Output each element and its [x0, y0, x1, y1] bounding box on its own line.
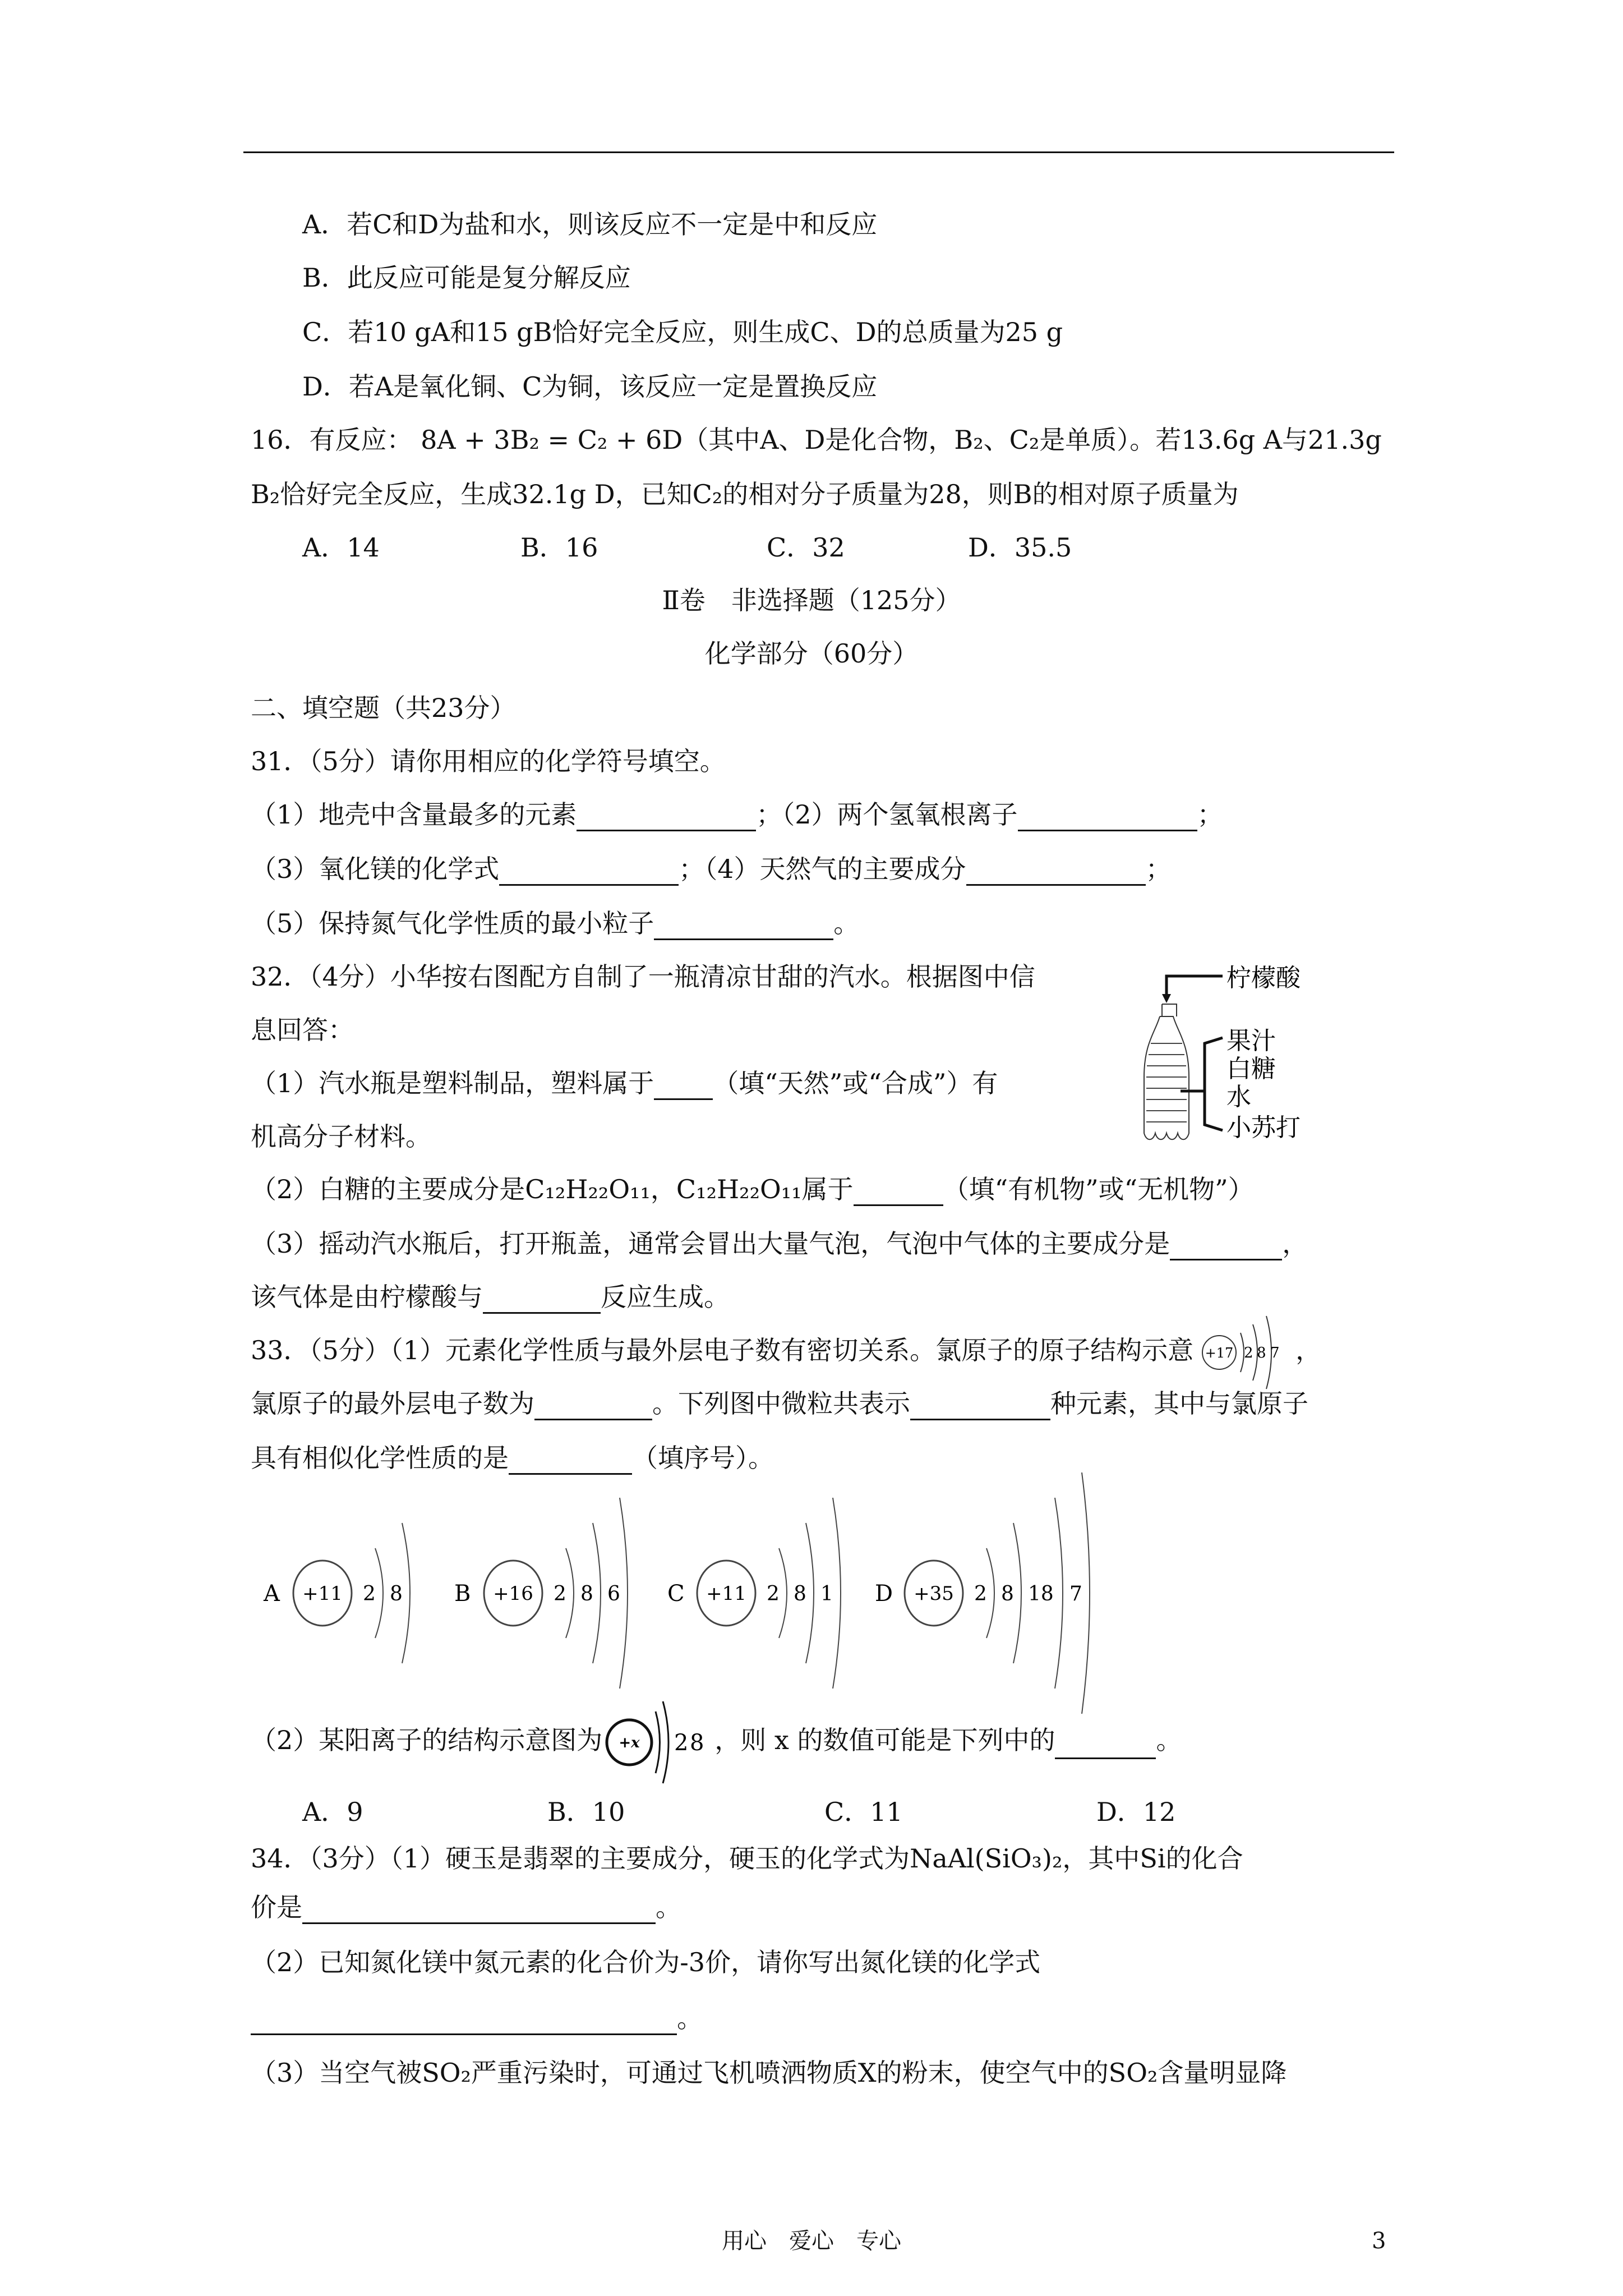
shell-electrons: 6	[607, 1582, 620, 1605]
answer-blank[interactable]	[910, 1394, 1050, 1420]
shell-electrons: 8	[580, 1582, 593, 1605]
q31-stem: 31．（5分）请你用相应的化学符号填空。	[251, 746, 726, 776]
shell-electrons: 8	[794, 1582, 806, 1605]
electron-shell-arc	[1082, 1473, 1090, 1714]
answer-blank[interactable]	[1018, 805, 1197, 831]
electron-shell-arc	[779, 1548, 787, 1638]
q15-option-c: C．若10 gA和15 gB恰好完全反应，则生成C、D的总质量为25 g	[302, 317, 1063, 347]
q32-p1-text: （1）汽水瓶是塑料制品，塑料属于	[251, 1068, 654, 1098]
punct: ；	[1145, 854, 1172, 884]
atom-diagram-a	[263, 1523, 410, 1663]
q31-line2	[251, 852, 1172, 886]
electron-shell-arc	[1013, 1523, 1021, 1663]
shell-electrons: 2	[974, 1582, 987, 1605]
nucleus-charge: +11	[706, 1582, 746, 1605]
q16-option-b: B．16	[520, 532, 598, 563]
answer-blank[interactable]	[654, 914, 833, 940]
answer-blank[interactable]	[483, 1287, 601, 1314]
answer-blank[interactable]	[534, 1394, 652, 1420]
atom-diagram-b	[454, 1498, 628, 1688]
label-sugar: 白糖	[1227, 1055, 1276, 1083]
shell-electrons: 2	[554, 1582, 566, 1605]
q34-l2: 价是	[251, 1892, 302, 1922]
q34-line5: （3）当空气被SO₂严重污染时，可通过飞机喷洒物质X的粉末，使空气中的SO₂含量明显降	[251, 2058, 1287, 2088]
q34-line4	[251, 2001, 703, 2035]
cation-structure-diagram	[602, 1678, 709, 1807]
punct: 。	[656, 1892, 681, 1922]
nucleus-charge: +16	[493, 1582, 533, 1605]
atom-diagram-d	[875, 1473, 1090, 1714]
q32-p3c: 该气体是由柠檬酸与	[251, 1282, 483, 1312]
electron-shell-arc	[566, 1548, 574, 1638]
shell-electrons: 2	[363, 1582, 376, 1605]
q31-line1	[251, 798, 1223, 831]
q15-option-b: B．此反应可能是复分解反应	[302, 263, 631, 293]
q34-line1: 34．（3分）（1）硬玉是翡翠的主要成分，硬玉的化学式为NaAl(SiO₃)₂，其中Si的化合	[251, 1843, 1243, 1874]
shell-electrons: 8	[1001, 1582, 1014, 1605]
q33-l3a: 具有相似化学性质的是	[251, 1443, 509, 1473]
answer-blank[interactable]	[577, 805, 756, 831]
q33-p2	[251, 1723, 1182, 1759]
q31-p1: （1）地壳中含量最多的元素	[251, 799, 577, 830]
q32-p3d: 反应生成。	[601, 1282, 730, 1312]
answer-blank[interactable]	[854, 1180, 943, 1206]
electron-shell-arc	[1055, 1498, 1063, 1688]
answer-blank[interactable]	[654, 1074, 713, 1100]
q32-stem1: 32．（4分）小华按右图配方自制了一瓶清凉甘甜的汽水。根据图中信	[251, 961, 1035, 992]
liquid-lines	[1146, 1043, 1187, 1122]
q33-l1-text: 33．（5分）（1）元素化学性质与最外层电子数有密切关系。氯原子的原子结构示意	[251, 1335, 1194, 1365]
q31-p2: ；（2）两个氢氧根离子	[756, 799, 1018, 830]
electron-shell-arc	[833, 1498, 841, 1688]
subsection-title: 化学部分（60分）	[704, 638, 919, 669]
answer-blank[interactable]	[251, 2009, 677, 2035]
shell-electrons: 8	[1257, 1345, 1266, 1361]
header-rule	[243, 151, 1394, 153]
punct: 。	[833, 908, 860, 938]
label-water: 水	[1227, 1083, 1251, 1111]
q15-option-a: A．若C和D为盐和水，则该反应不一定是中和反应	[302, 209, 878, 240]
q16-option-d: D．35.5	[968, 532, 1072, 563]
shell-electrons: 2	[1244, 1345, 1253, 1361]
q32-p1c: 机高分子材料。	[251, 1121, 431, 1152]
bottle-outline	[1144, 1004, 1189, 1139]
q16-option-c: C．32	[767, 532, 845, 563]
q32-p2-text: （2）白糖的主要成分是C₁₂H₂₂O₁₁，C₁₂H₂₂O₁₁属于	[251, 1174, 854, 1204]
electron-shell-arc	[986, 1548, 994, 1638]
shell-electrons: 7	[1069, 1582, 1082, 1605]
q31-p4: ；（4）天然气的主要成分	[679, 854, 966, 884]
answer-blank[interactable]	[499, 859, 679, 886]
q33-l2a: 氯原子的最外层电子数为	[251, 1388, 534, 1419]
q16-line1: 16．有反应： 8A + 3B₂ = C₂ + 6D（其中A、D是化合物，B₂、C₂是单质）。若13.6g A与21.3g	[251, 425, 1382, 455]
q33-line2	[251, 1387, 1308, 1420]
punct: ；	[1197, 799, 1223, 830]
q32-p3-text: （3）摇动汽水瓶后，打开瓶盖，通常会冒出大量气泡，气泡中气体的主要成分是	[251, 1228, 1170, 1259]
shell-electrons: 8	[390, 1582, 403, 1605]
q34-line3: （2）已知氮化镁中氮元素的化合价为-3价，请你写出氮化镁的化学式	[251, 1947, 1041, 1977]
answer-blank[interactable]	[509, 1448, 632, 1475]
atom-label: D	[875, 1581, 893, 1607]
q32-p2	[251, 1172, 1254, 1206]
label-citric-acid: 柠檬酸	[1227, 964, 1301, 992]
part2-heading: 二、填空题（共23分）	[251, 693, 516, 723]
shell-electrons: 2	[767, 1582, 780, 1605]
q32-p3-line2	[251, 1280, 730, 1314]
shell-electrons: 18	[1028, 1582, 1054, 1605]
q31-line3	[251, 907, 859, 940]
q32-p3	[251, 1227, 1308, 1260]
q33-option-d: D．12	[1096, 1797, 1176, 1827]
atom-diagram-c	[667, 1498, 841, 1688]
q31-p3: （3）氧化镁的化学式	[251, 854, 500, 884]
label-fruit-juice: 果汁	[1227, 1027, 1276, 1055]
punct: ，	[1282, 1228, 1308, 1259]
answer-blank[interactable]	[302, 1898, 656, 1924]
q34-line2	[251, 1890, 681, 1924]
q32-p1	[251, 1066, 998, 1100]
shell-electrons: 1	[820, 1582, 833, 1605]
section-title: Ⅱ卷 非选择题（125分）	[662, 585, 961, 615]
q33-l2c: 种元素，其中与氯原子	[1050, 1388, 1308, 1419]
q32-stem2: 息回答：	[251, 1015, 354, 1045]
q32-p2-hint: （填“有机物”或“无机物”）	[943, 1174, 1254, 1204]
nucleus-charge: +x	[619, 1734, 640, 1751]
electron-shell-arc	[593, 1523, 601, 1663]
electron-shell-arc	[402, 1523, 410, 1663]
q33-p2a: （2）某阳离子的结构示意图为	[251, 1725, 603, 1755]
answer-blank[interactable]	[1170, 1234, 1282, 1260]
q33-p2b: ，则 x 的数值可能是下列中的	[714, 1725, 1055, 1755]
q32-p1-hint: （填“天然”或“合成”）有	[713, 1068, 998, 1098]
atom-label: C	[667, 1581, 685, 1607]
q16-line2: B₂恰好完全反应，生成32.1g D，已知C₂的相对分子质量为28，则B的相对原子质量为	[251, 479, 1239, 509]
q33-option-b: B．10	[547, 1797, 625, 1827]
page-number: 3	[1372, 2228, 1386, 2254]
label-baking-soda: 小苏打	[1227, 1114, 1301, 1142]
q33-option-c: C．11	[824, 1797, 903, 1827]
q33-option-a: A．9	[302, 1797, 363, 1827]
soda-bottle-figure	[1138, 964, 1318, 1150]
answer-blank[interactable]	[1055, 1733, 1156, 1759]
q33-line1	[251, 1333, 1321, 1367]
q33-l3b: （填序号）。	[632, 1443, 774, 1473]
shell-electrons: 2	[674, 1730, 689, 1756]
answer-blank[interactable]	[966, 859, 1146, 886]
chlorine-structure-diagram	[1197, 1305, 1292, 1400]
atom-label: B	[454, 1581, 471, 1607]
electron-shell-arc	[806, 1523, 814, 1663]
shell-electrons: 7	[1270, 1345, 1280, 1361]
punct: 。	[1156, 1725, 1182, 1755]
q33-l2b: 。下列图中微粒共表示	[652, 1388, 910, 1419]
atom-structure-diagrams	[264, 1481, 1161, 1705]
nucleus-charge: +11	[302, 1582, 343, 1605]
q16-option-a: A．14	[302, 532, 380, 563]
nucleus-charge: +17	[1205, 1345, 1234, 1361]
electron-shell-arc	[620, 1498, 628, 1688]
arrow-head-icon	[1162, 994, 1171, 1003]
arrow-line	[1166, 976, 1223, 996]
electron-shell-arc	[375, 1548, 383, 1638]
footer-motto: 用心 爱心 专心	[722, 2228, 901, 2254]
q15-option-d: D．若A是氧化铜、C为铜，该反应一定是置换反应	[302, 371, 878, 402]
atom-label: A	[264, 1581, 280, 1607]
punct: 。	[677, 2003, 703, 2033]
shell-electrons: 8	[690, 1730, 704, 1756]
q31-p5: （5）保持氮气化学性质的最小粒子	[251, 908, 654, 938]
q33-line3	[251, 1441, 774, 1475]
nucleus-charge: +35	[914, 1582, 954, 1605]
q33-comma: ，	[1295, 1335, 1322, 1365]
